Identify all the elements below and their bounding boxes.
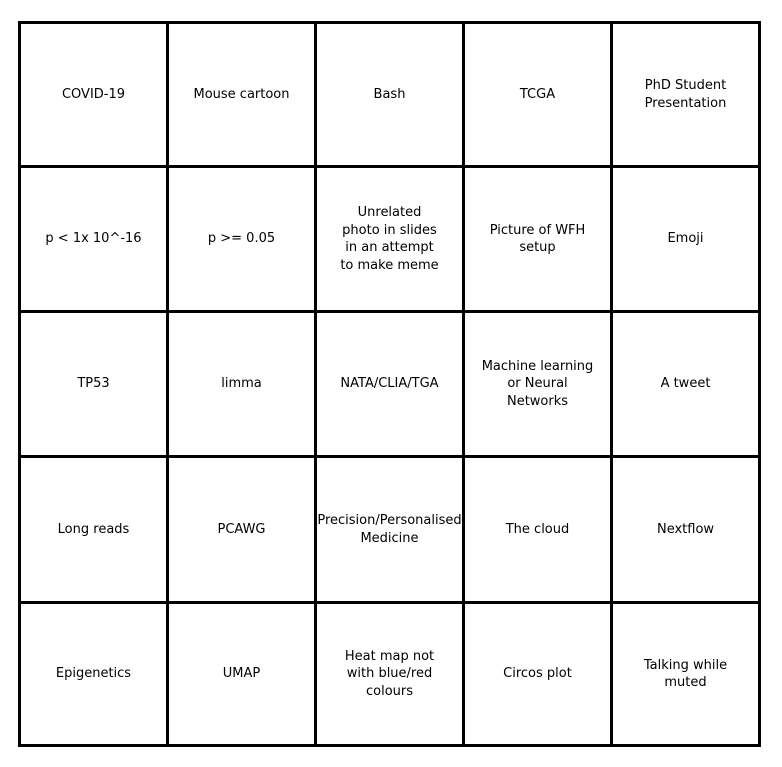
bingo-cell <box>465 313 610 455</box>
cell-label: The cloud <box>505 521 570 537</box>
bingo-board <box>18 21 761 747</box>
cell-label: PCAWG <box>217 521 266 537</box>
cell-label: p < 1x 10^-16 <box>45 231 142 247</box>
cell-label: Heat map not with blue/red colours <box>344 648 435 699</box>
cell-label: TP53 <box>77 376 110 392</box>
bingo-cell <box>21 24 166 165</box>
bingo-cell <box>21 604 166 744</box>
bingo-cell <box>21 458 166 601</box>
bingo-cell <box>169 604 314 744</box>
bingo-cell <box>317 604 462 744</box>
bingo-cell <box>169 24 314 165</box>
bingo-cell <box>465 458 610 601</box>
cell-label: UMAP <box>222 666 261 682</box>
cell-label: Machine learning or Neural Networks <box>481 358 594 409</box>
bingo-cell <box>21 313 166 455</box>
cell-label: p >= 0.05 <box>207 231 276 247</box>
bingo-cell <box>317 24 462 165</box>
bingo-cell <box>613 458 758 601</box>
cell-label: Bash <box>373 86 406 102</box>
cell-label: PhD Student Presentation <box>644 78 727 111</box>
cell-label: Precision/Personalised Medicine <box>317 513 462 546</box>
cell-label: Epigenetics <box>55 666 132 682</box>
cell-label: NATA/CLIA/TGA <box>340 376 439 392</box>
cell-label: limma <box>221 376 262 392</box>
bingo-cell <box>613 168 758 310</box>
bingo-cell <box>169 168 314 310</box>
bingo-cell <box>465 24 610 165</box>
bingo-cell <box>613 24 758 165</box>
cell-label: Circos plot <box>503 666 572 682</box>
bingo-cell <box>465 604 610 744</box>
cell-label: Unrelated photo in slides in an attempt to make meme <box>340 205 439 273</box>
bingo-cell <box>169 458 314 601</box>
bingo-cell <box>317 458 462 601</box>
cell-label: Nextflow <box>656 521 715 537</box>
bingo-cell <box>317 168 462 310</box>
bingo-cell <box>21 168 166 310</box>
cell-label: Talking while muted <box>643 657 728 690</box>
bingo-cell <box>317 313 462 455</box>
bingo-cell <box>613 604 758 744</box>
cell-label: Mouse cartoon <box>193 86 290 102</box>
bingo-cell <box>613 313 758 455</box>
cell-label: Long reads <box>57 521 130 537</box>
cell-label: Picture of WFH setup <box>489 222 586 255</box>
bingo-cell <box>169 313 314 455</box>
cell-label: COVID-19 <box>61 86 126 102</box>
cell-label: TCGA <box>519 86 556 102</box>
bingo-cell <box>465 168 610 310</box>
cell-label: Emoji <box>667 231 704 247</box>
cell-label: A tweet <box>660 376 711 392</box>
